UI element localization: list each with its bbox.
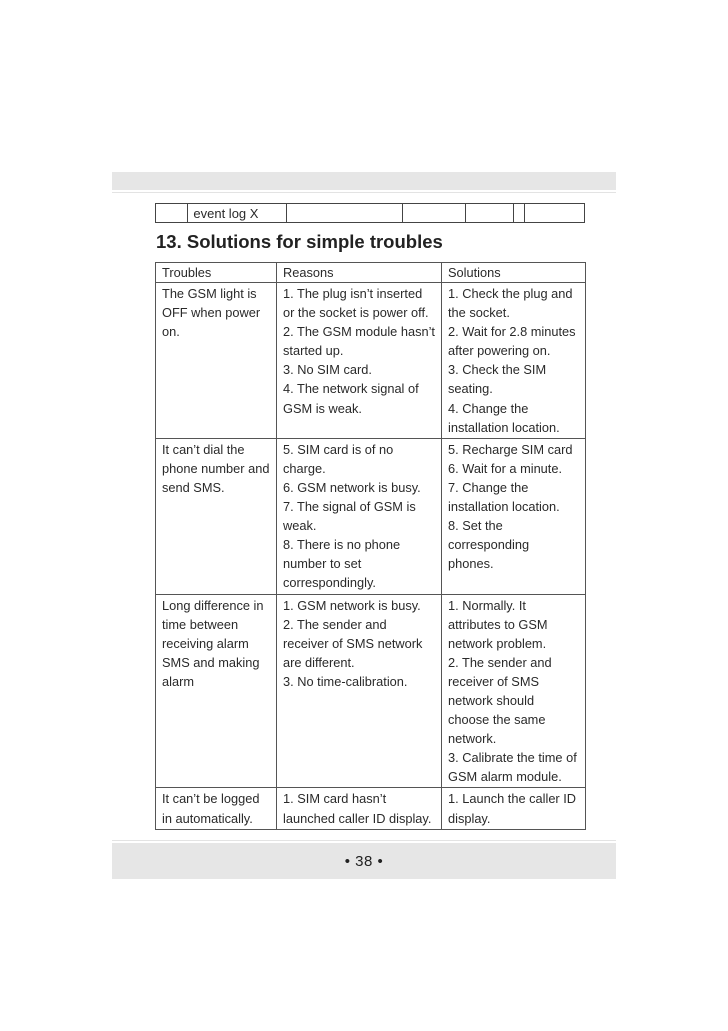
- empty-cell: [525, 204, 585, 223]
- cell-text: 5. Recharge SIM card: [448, 441, 573, 457]
- table-row: [156, 283, 586, 439]
- footer-divider: [112, 840, 616, 841]
- cell-text: phones.: [448, 556, 494, 572]
- cell-text: installation location.: [448, 419, 560, 435]
- cell-text: 1. Check the plug and: [448, 286, 573, 301]
- cell-text: 3. No time-calibration.: [283, 673, 408, 689]
- table-header-row: [156, 263, 586, 283]
- page-header-band: [112, 172, 616, 190]
- header-divider: [112, 192, 616, 193]
- cell-text: on.: [162, 324, 180, 340]
- reasons-cell: [277, 283, 442, 439]
- empty-cell: [402, 204, 466, 223]
- reasons-cell: [277, 594, 442, 788]
- cell-text: 2. Wait for 2.8 minutes: [448, 324, 576, 340]
- solutions-cell: [442, 283, 586, 439]
- table-row: [156, 594, 586, 788]
- cell-text: GSM is weak.: [283, 400, 362, 416]
- reasons-cell: [277, 438, 442, 594]
- table-row: [156, 788, 586, 829]
- cell-text: It can’t be logged: [162, 791, 260, 807]
- cell-text: 3. No SIM card.: [283, 362, 372, 378]
- event-log-cell: event log X: [188, 204, 286, 223]
- cell-text: or the socket is power off.: [283, 305, 429, 321]
- cell-text: choose the same: [448, 712, 546, 728]
- cell-text: 7. The signal of GSM is: [283, 499, 416, 515]
- cell-text: corresponding: [448, 537, 530, 553]
- cell-text: phone number and: [162, 460, 270, 476]
- cell-text: 1. The plug isn’t inserted: [283, 286, 423, 301]
- cell-text: 4. The network signal of: [283, 381, 419, 397]
- cell-text: 8. Set the: [448, 518, 503, 534]
- cell-text: GSM alarm module.: [448, 769, 562, 785]
- cell-text: network problem.: [448, 635, 547, 651]
- empty-cell: [466, 204, 514, 223]
- cell-text: charge.: [283, 460, 326, 476]
- cell-text: weak.: [283, 518, 317, 534]
- cell-text: Long difference in: [162, 597, 264, 613]
- cell-text: 1. Launch the caller ID: [448, 791, 577, 807]
- cell-text: 3. Calibrate the time of: [448, 750, 577, 766]
- cell-text: installation location.: [448, 499, 560, 515]
- trouble-cell: [156, 594, 277, 788]
- cell-text: It can’t dial the: [162, 441, 245, 457]
- cell-text: time between: [162, 616, 239, 632]
- cell-text: 1. SIM card hasn’t: [283, 791, 387, 807]
- cell-text: seating.: [448, 381, 493, 397]
- cell-text: 6. Wait for a minute.: [448, 460, 563, 476]
- cell-text: 5. SIM card is of no: [283, 441, 394, 457]
- empty-cell: [156, 204, 188, 223]
- cell-text: correspondingly.: [283, 575, 376, 591]
- table-row: [156, 204, 585, 223]
- empty-cell: [286, 204, 402, 223]
- cell-text: 2. The GSM module hasn’t: [283, 324, 435, 340]
- trouble-cell: [156, 438, 277, 594]
- cell-text: SMS and making: [162, 654, 260, 670]
- column-header-solutions: Solutions: [442, 263, 586, 283]
- cell-text: 3. Check the SIM: [448, 362, 547, 378]
- column-header-troubles: Troubles: [156, 263, 277, 283]
- cell-text: receiver of SMS network: [283, 635, 423, 651]
- cell-text: started up.: [283, 343, 344, 359]
- cell-text: The GSM light is: [162, 286, 257, 301]
- section-title: 13. Solutions for simple troubles: [156, 231, 443, 252]
- cell-text: display.: [448, 810, 491, 826]
- troubles-table: [155, 262, 586, 830]
- cell-text: OFF when power: [162, 305, 261, 321]
- cell-text: 2. The sender and: [448, 654, 552, 670]
- cell-text: 8. There is no phone: [283, 537, 401, 553]
- cell-text: the socket.: [448, 305, 510, 321]
- cell-text: receiver of SMS: [448, 673, 540, 689]
- cell-text: in automatically.: [162, 810, 253, 826]
- cell-text: 6. GSM network is busy.: [283, 479, 421, 495]
- cell-text: 2. The sender and: [283, 616, 387, 632]
- solutions-cell: [442, 594, 586, 788]
- cell-text: 1. GSM network is busy.: [283, 597, 421, 613]
- column-header-reasons: Reasons: [277, 263, 442, 283]
- cell-text: 4. Change the: [448, 400, 529, 416]
- cell-text: network should: [448, 692, 535, 708]
- event-log-table-fragment: [155, 203, 585, 223]
- cell-text: network.: [448, 731, 497, 747]
- empty-cell: [514, 204, 525, 223]
- cell-text: after powering on.: [448, 343, 551, 359]
- cell-text: alarm: [162, 673, 194, 689]
- cell-text: launched caller ID display.: [283, 810, 432, 826]
- solutions-cell: [442, 438, 586, 594]
- cell-text: number to set: [283, 556, 362, 572]
- trouble-cell: [156, 283, 277, 439]
- page-footer-band: [112, 843, 616, 879]
- cell-text: send SMS.: [162, 479, 225, 495]
- page-number: • 38 •: [344, 852, 384, 870]
- reasons-cell: [277, 788, 442, 829]
- cell-text: attributes to GSM: [448, 616, 548, 632]
- cell-text: 7. Change the: [448, 479, 529, 495]
- cell-text: are different.: [283, 654, 355, 670]
- cell-text: 1. Normally. It: [448, 597, 526, 613]
- cell-text: receiving alarm: [162, 635, 249, 651]
- trouble-cell: [156, 788, 277, 829]
- table-row: [156, 438, 586, 594]
- solutions-cell: [442, 788, 586, 829]
